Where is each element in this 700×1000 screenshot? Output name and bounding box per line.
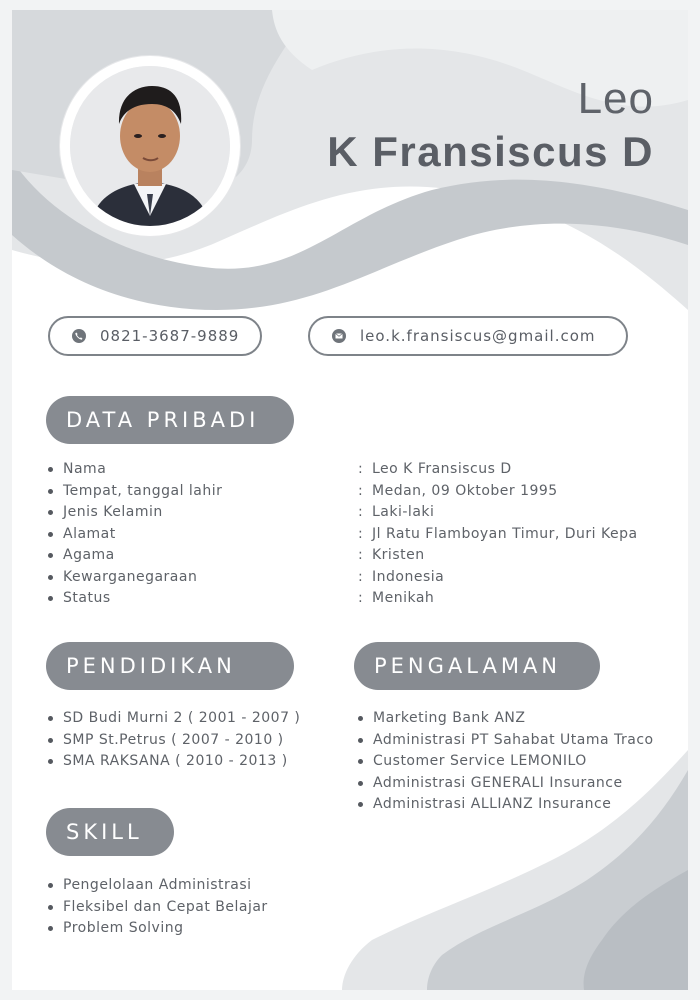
list-item: Status xyxy=(48,588,222,610)
phone-pill[interactable] xyxy=(48,316,262,356)
section-skill: SKILL xyxy=(46,808,174,856)
value-row: : Kristen xyxy=(358,547,425,563)
profile-photo xyxy=(70,66,230,226)
value-row: : Indonesia xyxy=(358,568,445,585)
phone-number: 0821-3687-9889 xyxy=(100,327,240,345)
list-item: Jenis Kelamin xyxy=(48,502,222,524)
list-item: Agama xyxy=(48,545,222,567)
list-item: SD Budi Murni 2 ( 2001 - 2007 ) xyxy=(48,708,300,730)
value-text: Menikah xyxy=(372,590,435,606)
mail-icon xyxy=(332,329,346,343)
value-row: : Leo K Fransiscus D xyxy=(358,461,512,477)
list-item: Alamat xyxy=(48,524,222,546)
list-item: Pengelolaan Administrasi xyxy=(48,875,268,897)
value-text: Kristen xyxy=(372,547,425,563)
cv-page xyxy=(12,10,688,990)
list-item: Tempat, tanggal lahir xyxy=(48,481,222,503)
pendidikan-list xyxy=(48,708,300,773)
value-row: : Laki-laki xyxy=(358,504,435,520)
last-name: K Fransiscus D xyxy=(327,128,654,175)
list-item: Administrasi ALLIANZ Insurance xyxy=(358,794,654,816)
list-item: Nama xyxy=(48,459,222,481)
value-row: : Medan, 09 Oktober 1995 xyxy=(358,482,558,499)
phone-icon xyxy=(72,329,86,343)
list-item: Administrasi PT Sahabat Utama Traco xyxy=(358,730,654,752)
section-data-pribadi: DATA PRIBADI xyxy=(46,396,294,444)
section-pendidikan: PENDIDIKAN xyxy=(46,642,294,690)
list-item: Problem Solving xyxy=(48,918,268,940)
pengalaman-list xyxy=(358,708,654,816)
list-item: Fleksibel dan Cepat Belajar xyxy=(48,897,268,919)
data-pribadi-labels xyxy=(48,459,222,610)
list-item: Kewarganegaraan xyxy=(48,567,222,589)
list-item: SMP St.Petrus ( 2007 - 2010 ) xyxy=(48,730,300,752)
value-row: : Menikah xyxy=(358,590,435,606)
value-text: Medan, 09 Oktober 1995 xyxy=(372,482,558,499)
list-item: Marketing Bank ANZ xyxy=(358,708,654,730)
first-name: Leo xyxy=(577,74,654,123)
value-text: Jl Ratu Flamboyan Timur, Duri Kepa xyxy=(372,525,638,542)
value-row: : Jl Ratu Flamboyan Timur, Duri Kepa xyxy=(358,525,638,542)
profile-photo-frame xyxy=(60,56,240,236)
skill-list xyxy=(48,875,268,940)
email-address: leo.k.fransiscus@gmail.com xyxy=(360,327,596,345)
list-item: Administrasi GENERALI Insurance xyxy=(358,773,654,795)
list-item: SMA RAKSANA ( 2010 - 2013 ) xyxy=(48,751,300,773)
section-pengalaman: PENGALAMAN xyxy=(354,642,600,690)
value-text: Indonesia xyxy=(372,568,445,585)
value-text: Leo K Fransiscus D xyxy=(372,461,512,477)
value-text: Laki-laki xyxy=(372,504,435,520)
email-pill[interactable] xyxy=(308,316,628,356)
list-item: Customer Service LEMONILO xyxy=(358,751,654,773)
data-pribadi-values xyxy=(358,459,638,610)
